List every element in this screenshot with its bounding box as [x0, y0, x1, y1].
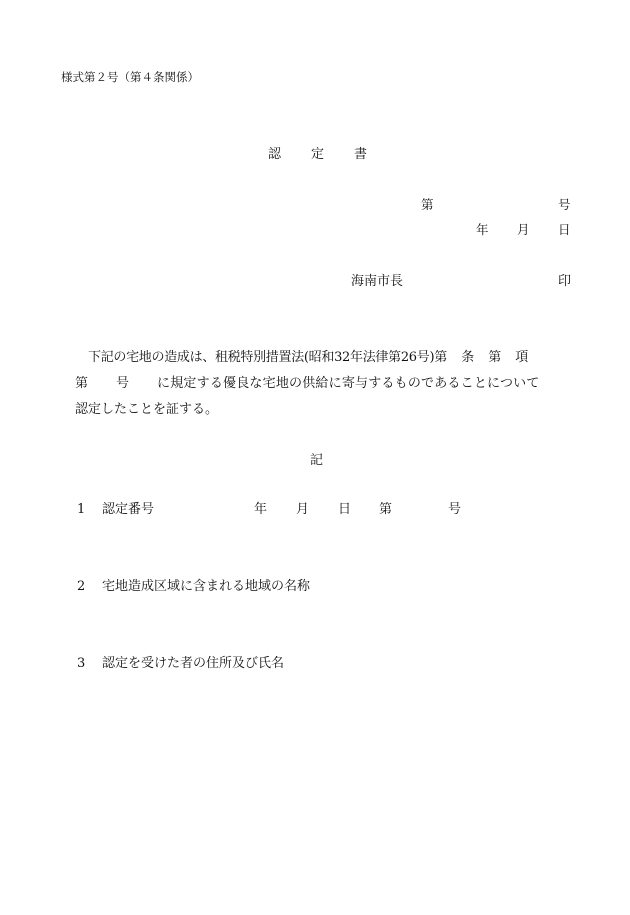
body-line2-go: 号: [116, 376, 130, 391]
title-char-3: 書: [354, 147, 368, 162]
date-day: 日: [558, 222, 571, 237]
date-month: 月: [517, 222, 530, 237]
item-1-month: 月: [296, 502, 310, 517]
item-1-dai: 第: [379, 502, 393, 517]
item-3-label: 認定を受けた者の住所及び氏名: [102, 656, 285, 671]
body-line1-dai1: 第: [434, 350, 448, 365]
item-1-number: 1: [77, 502, 86, 517]
date-year: 年: [476, 222, 489, 237]
body-line-3: 認定したことを証する。: [75, 402, 219, 417]
reference-go: 号: [558, 197, 571, 212]
item-1-day: 日: [338, 502, 352, 517]
body-line-2: [75, 377, 540, 390]
ki-heading: 記: [310, 453, 324, 468]
body-line2-text: に規定する優良な宅地の供給に寄与するものであることについて: [157, 376, 540, 391]
body-line2-dai: 第: [75, 376, 89, 391]
title-char-1: 認: [268, 147, 282, 162]
form-number: 様式第２号（第４条関係）: [61, 70, 199, 84]
body-line-1: [88, 351, 528, 364]
body-line1-ko: 項: [515, 350, 529, 365]
item-1-year: 年: [254, 502, 268, 517]
item-2-number: 2: [77, 579, 86, 594]
issuer-seal: 印: [558, 274, 572, 289]
item-1-label: 認定番号: [102, 502, 155, 517]
issuer-name: 海南市長: [351, 274, 404, 289]
reference-dai: 第: [421, 197, 434, 212]
item-2-label: 宅地造成区域に含まれる地域の名称: [102, 579, 311, 594]
document-title: [268, 148, 367, 161]
title-char-2: 定: [311, 147, 325, 162]
item-1-go: 号: [448, 502, 462, 517]
body-line1-jo: 条: [461, 350, 475, 365]
body-line1-dai2: 第: [488, 350, 502, 365]
body-line1-text: 下記の宅地の造成は、租税特別措置法(昭和32年法律第26号): [88, 350, 435, 365]
item-3-number: 3: [77, 656, 86, 671]
